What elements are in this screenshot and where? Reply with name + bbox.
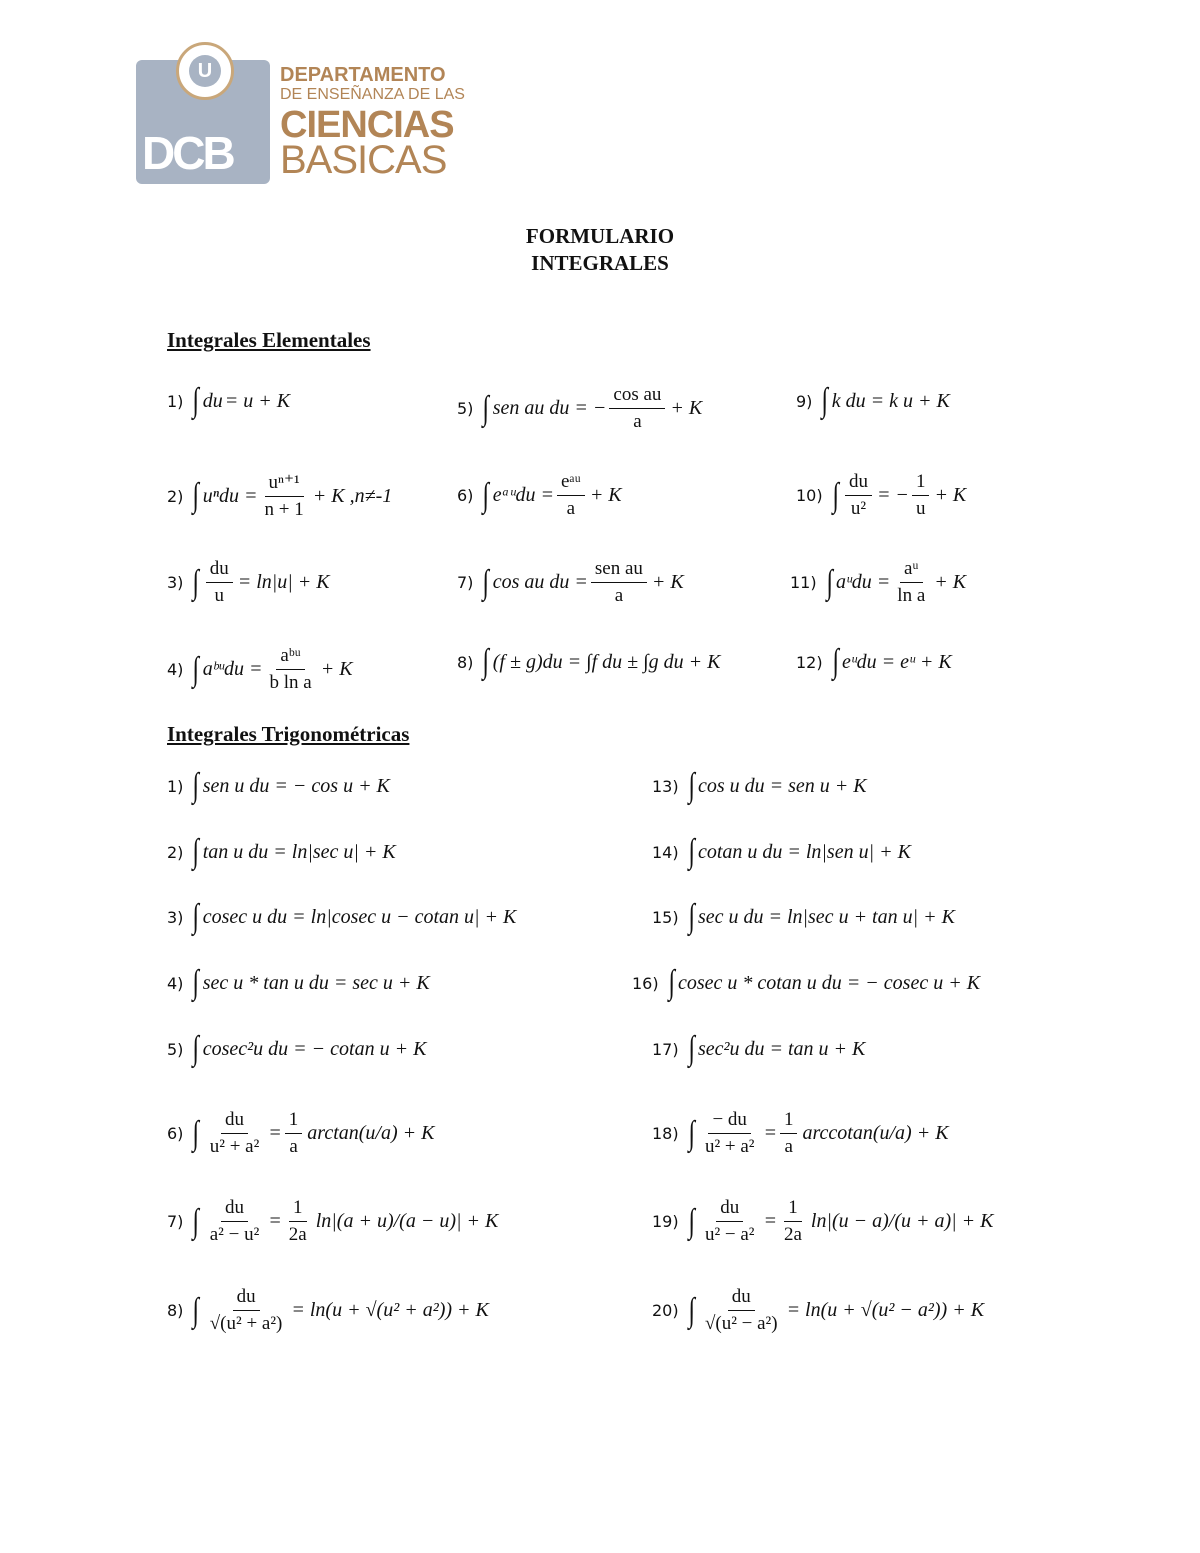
trig-formula-3 bbox=[167, 900, 516, 934]
trig-formula-13 bbox=[652, 769, 867, 803]
formula-fraction-denominator: b ln a bbox=[269, 672, 312, 693]
trig-formula-18 bbox=[652, 1109, 949, 1158]
integral-sign: ∫ bbox=[832, 643, 839, 680]
formula-lhs: sec u du = ln|sec u + tan u| + K bbox=[697, 905, 955, 928]
logo-line-2: DE ENSEÑANZA DE LAS bbox=[280, 86, 465, 103]
formula-number: 2) bbox=[167, 486, 184, 506]
formula-fraction-denominator: a bbox=[614, 585, 624, 606]
formula-fraction-numerator: du bbox=[233, 1286, 260, 1311]
document-title-line-1: FORMULARIO bbox=[525, 224, 675, 248]
formula-fraction-denominator: a² − u² bbox=[209, 1224, 260, 1245]
formula-rhs: = ln(u + √(u² − a²)) + K bbox=[786, 1299, 985, 1321]
formula-rhs: + K bbox=[320, 658, 353, 680]
integral-sign: ∫ bbox=[192, 833, 200, 870]
integral-sign: ∫ bbox=[192, 1202, 200, 1240]
formula-fraction-numerator: − du bbox=[708, 1109, 750, 1134]
integral-sign: ∫ bbox=[821, 382, 829, 419]
trig-formula-8 bbox=[167, 1286, 489, 1335]
elementales-formula-5 bbox=[457, 384, 702, 433]
formula-fraction bbox=[261, 471, 308, 521]
formula-fraction-numerator: du bbox=[221, 1109, 248, 1134]
formula-rhs: = ln(u + √(u² + a²)) + K bbox=[291, 1299, 489, 1321]
trig-formula-5 bbox=[167, 1032, 426, 1066]
formula-number: 17) bbox=[652, 1039, 679, 1059]
elementales-formula-10 bbox=[796, 471, 966, 520]
formula-rhs-2: arctan(u/a) + K bbox=[307, 1122, 435, 1144]
integral-sign: ∫ bbox=[832, 476, 839, 514]
formula-fraction bbox=[206, 1286, 287, 1335]
trig-formula-7 bbox=[167, 1197, 498, 1246]
formula-rhs: = ln|u| + K bbox=[237, 571, 330, 593]
integral-sign: ∫ bbox=[192, 650, 200, 688]
formula-fraction-denominator: a bbox=[633, 411, 642, 432]
section-heading-elementales: Integrales Elementales bbox=[167, 328, 371, 352]
formula-fraction-denominator: n + 1 bbox=[264, 499, 304, 520]
formula-fraction bbox=[845, 471, 872, 520]
formula-number: 2) bbox=[167, 842, 184, 862]
formula-fraction-denominator: u² + a² bbox=[209, 1136, 260, 1157]
integral-sign: ∫ bbox=[668, 964, 675, 1001]
formula-fraction bbox=[893, 558, 929, 607]
formula-lhs: tan u du = ln|sec u| + K bbox=[202, 840, 396, 863]
formula-number: 18) bbox=[652, 1124, 679, 1143]
formula-fraction bbox=[206, 1197, 264, 1246]
elementales-formula-2 bbox=[167, 471, 392, 521]
formula-number: 4) bbox=[167, 973, 184, 993]
formula-fraction bbox=[701, 1286, 782, 1335]
formula-lhs: sen u du = − cos u + K bbox=[202, 774, 390, 797]
formula-lhs: cosec u * cotan u du = − cosec u + K bbox=[677, 971, 981, 994]
trig-formula-16 bbox=[632, 966, 980, 1000]
formula-rhs: = bbox=[268, 1122, 282, 1144]
formula-fraction bbox=[701, 1197, 759, 1246]
elementales-formula-7 bbox=[457, 558, 684, 607]
formula-lhs: (f ± g)du = ∫f du ± ∫g du + K bbox=[492, 650, 721, 673]
integral-sign: ∫ bbox=[482, 643, 490, 680]
formula-fraction-denominator: √(u² − a²) bbox=[704, 1313, 778, 1334]
formula-fraction-numerator: du bbox=[728, 1286, 755, 1311]
formula-lhs: du bbox=[202, 389, 223, 412]
formula-lhs: k du = k u + K bbox=[831, 389, 950, 412]
formula-fraction-2-denominator: 2a bbox=[783, 1224, 802, 1245]
elementales-formula-1 bbox=[167, 384, 290, 418]
formula-fraction-numerator: eᵃᵘ bbox=[557, 471, 585, 496]
formula-fraction-denominator: u² − a² bbox=[704, 1224, 755, 1245]
formula-fraction-2-numerator: 1 bbox=[289, 1197, 307, 1222]
formula-lhs: cosec u du = ln|cosec u − cotan u| + K bbox=[202, 905, 517, 928]
formula-fraction-2 bbox=[780, 1197, 806, 1246]
formula-fraction bbox=[591, 558, 647, 607]
formula-fraction-numerator: uⁿ⁺¹ bbox=[265, 471, 304, 497]
formula-fraction bbox=[557, 471, 585, 520]
elementales-formula-9 bbox=[796, 384, 950, 418]
integral-sign: ∫ bbox=[192, 477, 200, 514]
formula-number: 11) bbox=[790, 573, 817, 592]
formula-rhs-2: arccotan(u/a) + K bbox=[802, 1122, 949, 1144]
formula-lhs: eᵘdu = eᵘ + K bbox=[841, 650, 952, 673]
integral-sign: ∫ bbox=[192, 382, 200, 419]
formula-lhs: cosec²u du = − cotan u + K bbox=[202, 1037, 427, 1060]
trig-formula-19 bbox=[652, 1197, 994, 1246]
trig-formula-14 bbox=[652, 835, 911, 869]
formula-fraction-2 bbox=[780, 1109, 798, 1158]
formula-fraction-numerator: cos au bbox=[609, 384, 665, 409]
formula-number: 8) bbox=[167, 1301, 184, 1320]
university-seal-icon bbox=[176, 42, 234, 100]
integral-sign: ∫ bbox=[826, 563, 833, 601]
formula-rhs: = − bbox=[876, 484, 909, 506]
formula-number: 16) bbox=[632, 973, 659, 993]
integral-sign: ∫ bbox=[688, 767, 695, 804]
formula-fraction-2-denominator: a bbox=[289, 1136, 298, 1157]
formula-fraction-2-denominator: a bbox=[784, 1136, 793, 1157]
formula-fraction bbox=[266, 645, 316, 694]
logo-line-1: DEPARTAMENTO bbox=[280, 64, 446, 86]
formula-fraction bbox=[609, 384, 665, 433]
formula-fraction-denominator: ln a bbox=[897, 585, 926, 606]
integral-sign: ∫ bbox=[688, 833, 695, 870]
formula-lhs: sen au du = − bbox=[492, 397, 607, 419]
formula-rhs: + K bbox=[934, 571, 967, 593]
integral-sign: ∫ bbox=[688, 1202, 695, 1240]
formula-lhs: sec²u du = tan u + K bbox=[697, 1037, 866, 1060]
integral-sign: ∫ bbox=[192, 1030, 200, 1067]
formula-rhs-2: + K bbox=[934, 484, 967, 506]
formula-number: 3) bbox=[167, 573, 184, 592]
document-title-line-2: INTEGRALES bbox=[531, 251, 669, 275]
formula-number: 9) bbox=[796, 391, 813, 411]
integral-sign: ∫ bbox=[192, 563, 200, 601]
formula-rhs: = bbox=[763, 1210, 777, 1232]
formula-fraction-2 bbox=[912, 471, 930, 520]
formula-fraction-numerator: du bbox=[716, 1197, 743, 1222]
section-heading-trigonometricas: Integrales Trigonométricas bbox=[167, 722, 410, 746]
logo-line-3: CIENCIAS bbox=[280, 104, 454, 146]
formula-rhs: + K ,n≠-1 bbox=[312, 484, 393, 507]
formula-rhs: + K bbox=[670, 397, 703, 419]
formula-number: 5) bbox=[457, 399, 474, 418]
integral-sign: ∫ bbox=[192, 1291, 200, 1329]
integral-sign: ∫ bbox=[192, 1114, 200, 1152]
integral-sign: ∫ bbox=[192, 767, 200, 804]
formula-fraction-numerator: du bbox=[845, 471, 872, 496]
formula-rhs: + K bbox=[651, 571, 684, 593]
formula-fraction-denominator: √(u² + a²) bbox=[209, 1313, 283, 1334]
integral-sign: ∫ bbox=[688, 1030, 695, 1067]
formula-rhs: = bbox=[268, 1210, 282, 1232]
formula-fraction-numerator: du bbox=[206, 558, 233, 583]
logo-mark-text: DCB bbox=[142, 127, 233, 179]
trig-formula-20 bbox=[652, 1286, 984, 1335]
formula-fraction-denominator: u bbox=[214, 585, 224, 606]
formula-number: 7) bbox=[167, 1212, 184, 1231]
formula-lhs: aᵘdu = bbox=[835, 571, 891, 593]
integral-sign: ∫ bbox=[688, 1291, 695, 1329]
trig-formula-6 bbox=[167, 1109, 434, 1158]
formula-fraction bbox=[206, 1109, 264, 1158]
integral-sign: ∫ bbox=[482, 389, 490, 427]
formula-fraction-2-numerator: 1 bbox=[912, 471, 930, 496]
formula-number: 12) bbox=[796, 652, 823, 672]
trig-formula-1 bbox=[167, 769, 390, 803]
formula-rhs-2: ln|(u − a)/(u + a)| + K bbox=[810, 1210, 994, 1232]
elementales-formula-3 bbox=[167, 558, 330, 607]
formula-number: 1) bbox=[167, 776, 184, 796]
elementales-formula-4 bbox=[167, 645, 353, 694]
formula-fraction-2-numerator: 1 bbox=[285, 1109, 303, 1134]
formula-fraction-numerator: aᵘ bbox=[900, 558, 923, 583]
formula-lhs: cos u du = sen u + K bbox=[697, 774, 867, 797]
department-logo bbox=[136, 42, 465, 184]
formula-rhs: = bbox=[763, 1122, 777, 1144]
formula-fraction-2-denominator: u bbox=[915, 498, 926, 519]
formula-number: 3) bbox=[167, 907, 184, 927]
elementales-formula-8 bbox=[457, 645, 720, 679]
formula-fraction-numerator: aᵇᵘ bbox=[276, 645, 305, 670]
formula-lhs: cotan u du = ln|sen u| + K bbox=[697, 840, 911, 863]
formula-fraction-2-numerator: 1 bbox=[780, 1109, 798, 1134]
formula-number: 15) bbox=[652, 907, 679, 927]
formula-number: 13) bbox=[652, 776, 679, 796]
formula-rhs: = u + K bbox=[224, 389, 291, 412]
formula-fraction bbox=[206, 558, 233, 607]
formula-lhs: cos au du = bbox=[492, 571, 588, 593]
integral-sign: ∫ bbox=[192, 964, 200, 1001]
formula-number: 6) bbox=[167, 1124, 184, 1143]
integral-sign: ∫ bbox=[688, 1114, 695, 1152]
formula-fraction-denominator: u² bbox=[850, 498, 867, 519]
formula-fraction-denominator: a bbox=[566, 498, 576, 519]
formula-fraction-denominator: u² + a² bbox=[704, 1136, 755, 1157]
seal-letter: U bbox=[189, 55, 221, 87]
elementales-formula-12 bbox=[796, 645, 952, 679]
formula-number: 4) bbox=[167, 660, 184, 679]
formula-fraction-2 bbox=[285, 1109, 303, 1158]
formula-number: 8) bbox=[457, 652, 474, 672]
trig-formula-15 bbox=[652, 900, 955, 934]
formula-rhs: + K bbox=[589, 484, 622, 506]
trig-formula-2 bbox=[167, 835, 396, 869]
formula-fraction bbox=[701, 1109, 759, 1158]
formula-number: 7) bbox=[457, 573, 474, 592]
elementales-formula-11 bbox=[790, 558, 966, 607]
formula-fraction-numerator: du bbox=[221, 1197, 248, 1222]
formula-lhs: aᵇᵘdu = bbox=[202, 658, 263, 680]
trig-formula-4 bbox=[167, 966, 430, 1000]
integral-sign: ∫ bbox=[482, 476, 490, 514]
trig-formula-17 bbox=[652, 1032, 865, 1066]
formula-rhs-2: ln|(a + u)/(a − u)| + K bbox=[315, 1210, 499, 1232]
integral-sign: ∫ bbox=[688, 898, 695, 935]
integral-sign: ∫ bbox=[192, 898, 200, 935]
formula-lhs: sec u * tan u du = sec u + K bbox=[202, 971, 430, 994]
elementales-formula-6 bbox=[457, 471, 622, 520]
formula-fraction-2-denominator: 2a bbox=[288, 1224, 307, 1245]
formula-number: 10) bbox=[796, 486, 823, 505]
formula-fraction-numerator: sen au bbox=[591, 558, 647, 583]
formula-number: 5) bbox=[167, 1039, 184, 1059]
formula-number: 19) bbox=[652, 1212, 679, 1231]
formula-fraction-2 bbox=[285, 1197, 311, 1246]
formula-fraction-2-numerator: 1 bbox=[784, 1197, 802, 1222]
logo-line-4: BASICAS bbox=[280, 138, 447, 182]
formula-number: 20) bbox=[652, 1301, 679, 1320]
formula-lhs: eᵃᵘdu = bbox=[492, 484, 554, 506]
formula-number: 6) bbox=[457, 486, 474, 505]
formula-number: 1) bbox=[167, 391, 184, 411]
integral-sign: ∫ bbox=[482, 563, 490, 601]
formula-number: 14) bbox=[652, 842, 679, 862]
formula-lhs: uⁿdu = bbox=[202, 484, 258, 507]
